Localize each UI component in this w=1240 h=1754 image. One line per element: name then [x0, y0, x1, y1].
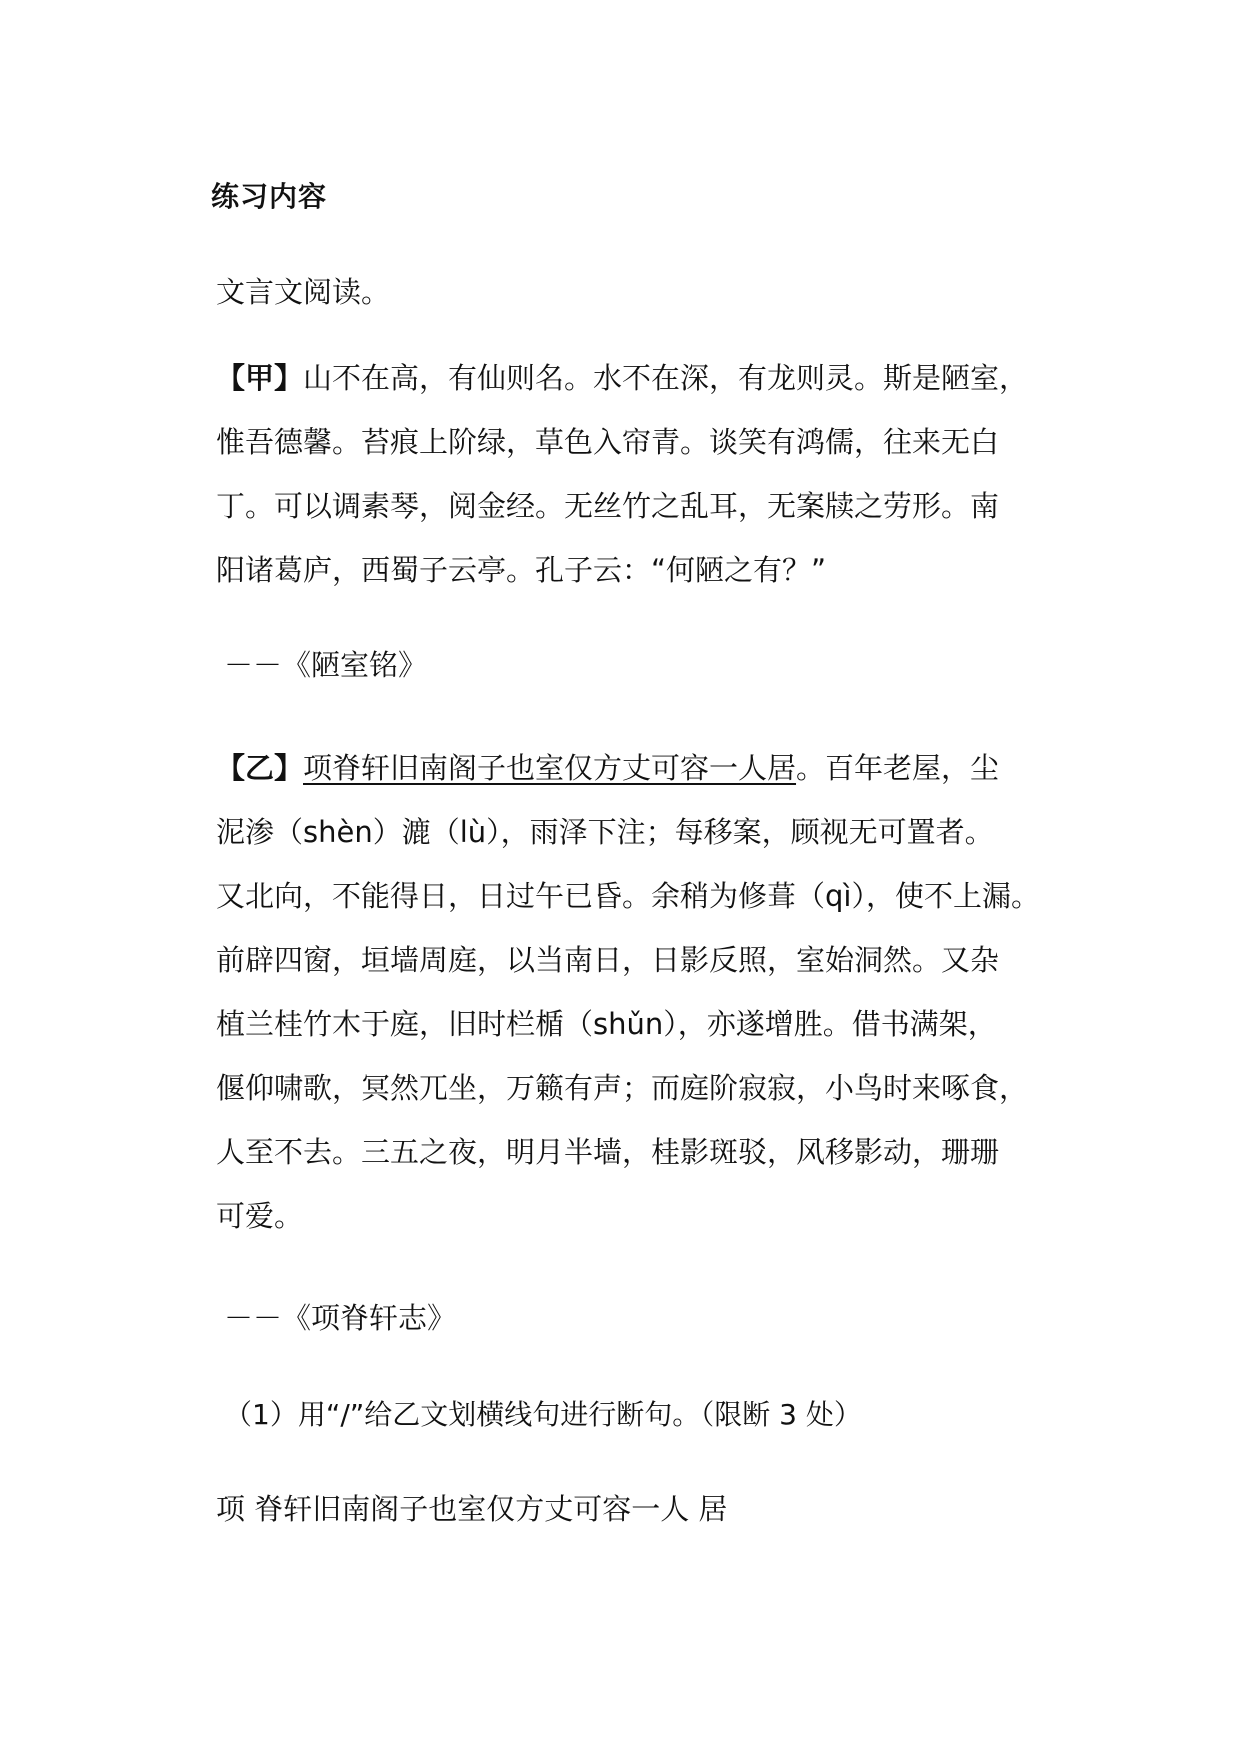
- passage-b-line: [216, 736, 1040, 800]
- passage-b-line: 偃仰啸歌，冥然兀坐，万籁有声；而庭阶寂寂，小鸟时来啄食，: [216, 1071, 1029, 1105]
- passage-b-source: －－《项脊轩志》: [224, 1301, 457, 1335]
- passage-b-text: 。百年老屋，尘: [796, 751, 1000, 785]
- section-heading: 练习内容: [211, 180, 328, 213]
- passage-a-source: －－《陋室铭》: [224, 648, 428, 682]
- passage-a-text: 山不在高，有仙则名。水不在深，有龙则灵。斯是陋室，: [303, 361, 1029, 395]
- passage-b-line: 前辟四窗，垣墙周庭，以当南日，日影反照，室始洞然。又杂: [216, 943, 1000, 977]
- passage-a-line: 阳诸葛庐，西蜀子云亭。孔子云：“何陋之有？”: [216, 553, 827, 587]
- passage-a-line: [216, 346, 1028, 410]
- passage-a: [216, 346, 1028, 602]
- passage-b: [216, 736, 1040, 1248]
- question-1: （1）用“/”给乙文划横线句进行断句。（限断 3 处）: [224, 1398, 862, 1431]
- passage-b-label: 【乙】: [216, 751, 304, 785]
- passage-b-line: 人至不去。三五之夜，明月半墙，桂影斑驳，风移影动，珊珊: [216, 1135, 1000, 1169]
- task-instruction: 文言文阅读。: [216, 275, 391, 309]
- passage-b-line: 植兰桂竹木于庭，旧时栏楯（shǔn），亦遂增胜。借书满架，: [216, 1007, 997, 1041]
- answer-1: 项 脊轩旧南阁子也室仅方丈可容一人 居: [216, 1492, 728, 1526]
- passage-b-line: 泥渗（shèn）漉（lù），雨泽下注；每移案，顾视无可置者。: [216, 815, 994, 849]
- passage-a-line: 丁。可以调素琴，阅金经。无丝竹之乱耳，无案牍之劳形。南: [216, 489, 1000, 523]
- passage-b-line: 又北向，不能得日，日过午已昏。余稍为修葺（qì），使不上漏。: [216, 879, 1040, 913]
- passage-a-line: 惟吾德馨。苔痕上阶绿，草色入帘青。谈笑有鸿儒，往来无白: [216, 425, 1000, 459]
- passage-a-label: 【甲】: [216, 361, 304, 395]
- underlined-sentence: 项脊轩旧南阁子也室仅方丈可容一人居: [303, 751, 797, 785]
- passage-b-line: 可爱。: [216, 1199, 304, 1233]
